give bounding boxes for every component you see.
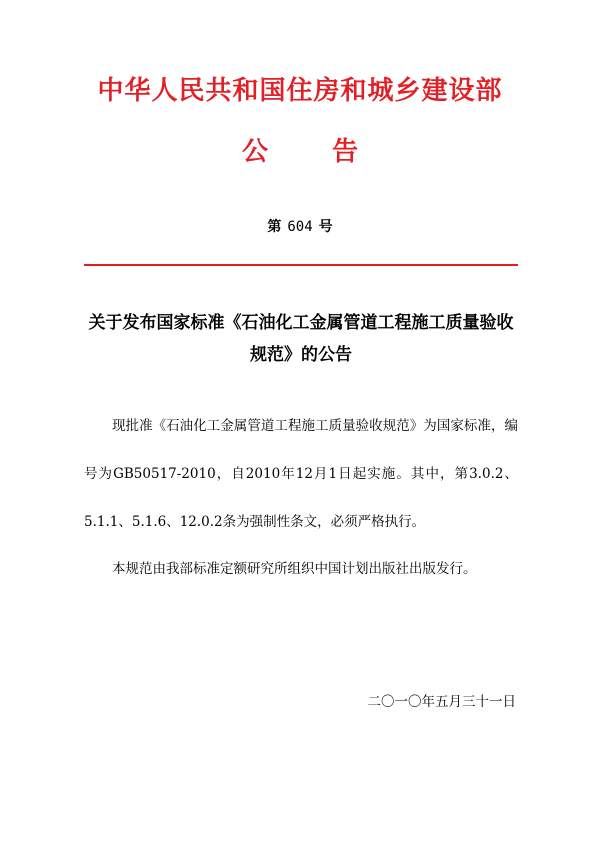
red-divider [84,264,518,266]
document-number-suffix: 号 [318,219,333,235]
body-paragraph-1: 现批准《石油化工金属管道工程施工质量验收规范》为国家标准，编号为GB50517-2010，自2010年12月1日起实施。其中，第3.0.2、5.1.1、5.1.6、12.0.2条为强制性条文，必须严格执行。 [84,418,518,530]
document-type-char-2: 告 [332,137,359,167]
document-number-value: 604 [287,219,313,235]
document-type-char-1: 公 [241,137,268,167]
issue-date: 二〇一〇年五月三十一日 [367,694,516,710]
document-number-prefix: 第 [267,219,282,235]
document-number [0,217,600,237]
announcement-subject: 关于发布国家标准《石油化工金属管道工程施工质量验收规范》的公告 [88,313,514,365]
issuer-title: 中华人民共和国住房和城乡建设部 [97,76,503,106]
body-paragraph-2: 本规范由我部标准定额研究所组织中国计划出版社出版发行。 [112,561,477,577]
document-type [0,134,600,170]
